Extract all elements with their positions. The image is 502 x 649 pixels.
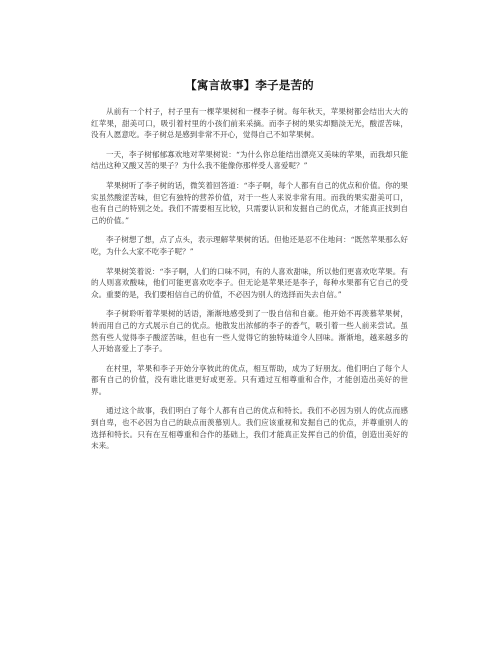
document-title: 【寓言故事】李子是苦的 [185,78,314,92]
paragraph-2: 一天，李子树郁郁寡欢地对苹果树说：“为什么你总能结出漂亮又美味的苹果，而我却只能结出这种又酸又苦的果子？为什么我不能像你那样受人喜爱呢？” [91,149,408,171]
paragraph-5: 苹果树笑着说：“李子啊，人们的口味不同，有的人喜欢甜味，所以他们更喜欢吃苹果。有的人则喜欢酸味，他们可能更喜欢吃李子。但无论是苹果还是李子，每种水果都有它自己的受众。重要的是，我们要相信自己的价值，不必因为别人的选择而失去自信。” [91,266,408,299]
paragraph-8: 通过这个故事，我们明白了每个人都有自己的优点和特长。我们不必因为别人的优点而感到自卑，也不必因为自己的缺点而羡慕别人。我们应该重视和发掘自己的优点，并尊重别人的选择和特长。只有在互相尊重和合作的基础上，我们才能真正发挥自己的价值，创造出美好的未来。 [91,406,408,451]
paragraph-4: 李子树想了想，点了点头，表示理解苹果树的话。但他还是忍不住地问：“既然苹果那么好吃，为什么大家不吃李子呢？” [91,235,408,256]
paragraph-7: 在村里，苹果和李子开始分享彼此的优点，相互帮助，成为了好朋友。他们明白了每个人都有自己的价值，没有谁比谁更好或更差。只有通过互相尊重和合作，才能创造出美好的世界。 [91,363,408,396]
paragraph-3: 苹果树听了李子树的话，微笑着回答道：“李子啊，每个人都有自己的优点和价值。你的果实虽然酸涩苦味，但它有独特的营养价值，对于一些人来说非常有用。而我的果实甜美可口，也有自己的特别之处。我们不需要相互比较，只需要认识和发掘自己的优点，才能真正找到自己的价值。” [91,180,408,225]
document-body [91,106,408,452]
paragraph-1: 从前有一个村子，村子里有一棵苹果树和一棵李子树。每年秋天，苹果树都会结出大大的红苹果，甜美可口，吸引着村里的小孩们前来采摘。而李子树的果实却黯淡无光，酸涩苦味，没有人愿意吃。李子树总是感到非常不开心，觉得自己不如苹果树。 [91,107,408,140]
paragraph-6: 李子树聆听着苹果树的话语，渐渐地感受到了一股自信和自豪。他开始不再羡慕苹果树，转而用自己的方式展示自己的优点。他散发出浓郁的李子的香气，吸引着一些人前来尝试。虽然有些人觉得李子酸涩苦味，但也有一些人觉得它的独特味道令人回味。渐渐地，越来越多的人开始喜爱上了李子。 [91,309,408,354]
